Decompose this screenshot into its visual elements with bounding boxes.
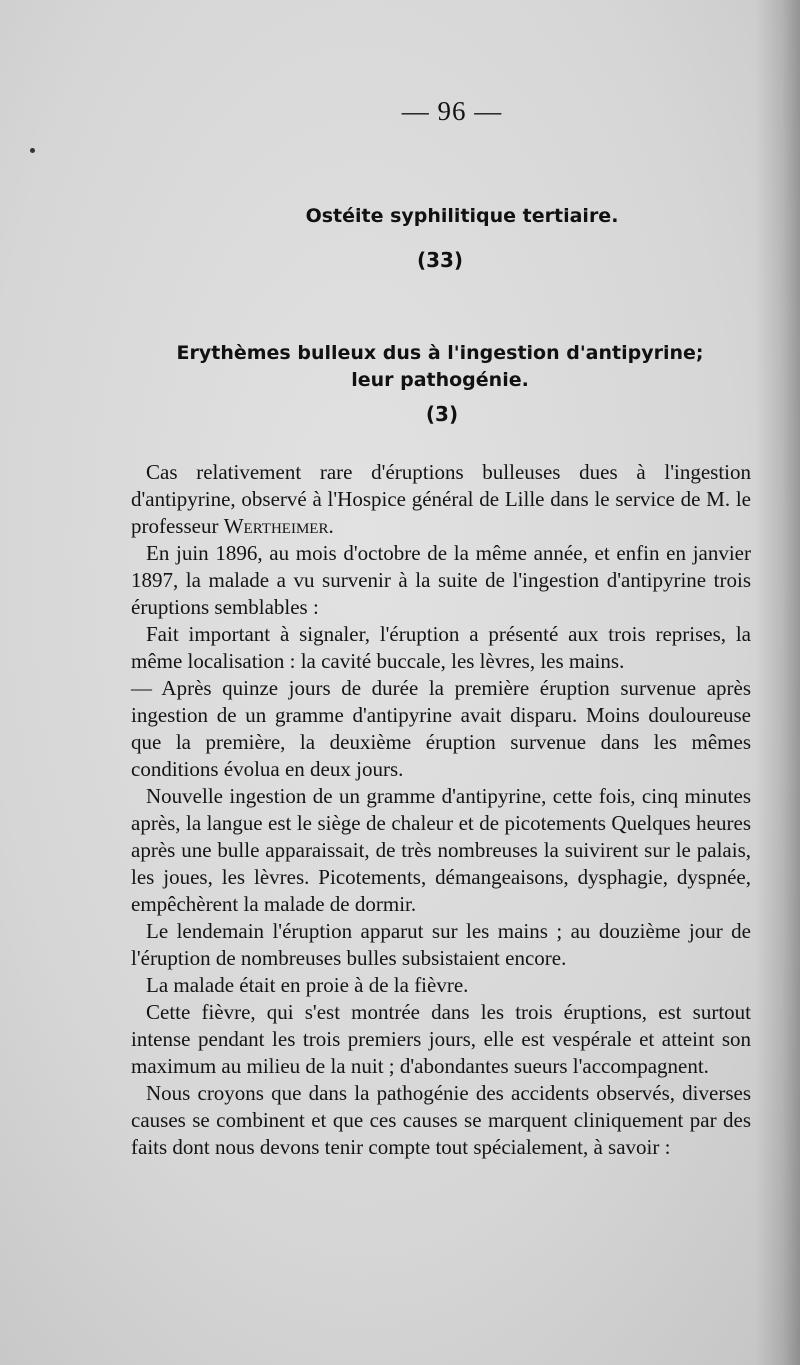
paragraph-1-end: .	[328, 514, 334, 538]
body-text	[131, 459, 751, 1161]
page-number	[0, 96, 800, 127]
paragraph-6: Le lendemain l'éruption apparut sur les mains ; au douzième jour de l'éruption de nombreuses bulles subsistaient encore.	[131, 919, 751, 970]
paragraph-8: Cette fièvre, qui s'est montrée dans les trois éruptions, est surtout intense pendant les trois premiers jours, elle est vespérale et atteint son maximum au milieu de la nuit ; d'abondantes sueurs l'accompagnent.	[131, 1000, 751, 1078]
page-number-text: — 96 —	[401, 96, 503, 126]
section-number-33: (33)	[416, 248, 464, 272]
paragraph-5: Nouvelle ingestion de un gramme d'antipyrine, cette fois, cinq minutes après, la langue est le siège de chaleur et de picotements Quelques heures après une bulle apparaissait, de très nombreuses la suivirent sur le palais, les joues, les lèvres. Picotements, démangeaisons, dysphagie, dyspnée, empêchèrent la malade de dormir.	[131, 784, 751, 916]
paragraph-1	[131, 459, 751, 540]
paragraph-7: La malade était en proie à de la fièvre.	[146, 973, 469, 997]
paragraph-2: En juin 1896, au mois d'octobre de la même année, et enfin en janvier 1897, la malade a vu survenir à la suite de l'ingestion d'antipyrine trois éruptions semblables :	[131, 541, 751, 619]
paragraph-9: Nous croyons que dans la pathogénie des accidents observés, diverses causes se combinent et que ces causes se marquent cliniquement par des faits dont nous devons tenir compte tout spécialement, à savoir :	[131, 1081, 751, 1159]
professor-name: Wertheimer	[223, 514, 329, 538]
section-title-line-1: Erythèmes bulleux dus à l'ingestion d'antipyrine;	[176, 342, 704, 364]
section-title-osteite: Ostéite syphilitique tertiaire.	[305, 205, 619, 227]
paragraph-3: Fait important à signaler, l'éruption a présenté aux trois reprises, la même localisation : la cavité buccale, les lèvres, les mains.	[131, 622, 751, 673]
section-title-erythemes	[40, 340, 800, 394]
paragraph-4: — Après quinze jours de durée la première éruption survenue après ingestion de un gramme d'antipyrine avait disparu. Moins douloureuse que la première, la deuxième éruption survenue dans les mêmes conditions évolua en deux jours.	[131, 676, 751, 781]
paragraph-1-text: Cas relativement rare d'éruptions bulleuses dues à l'ingestion d'antipyrine, observé à l'Hospice général de Lille dans le service de M. le professeur	[131, 460, 751, 538]
section-number-3: (3)	[425, 402, 459, 426]
section-title-line-2: leur pathogénie.	[351, 369, 529, 391]
ink-speck	[30, 148, 35, 153]
